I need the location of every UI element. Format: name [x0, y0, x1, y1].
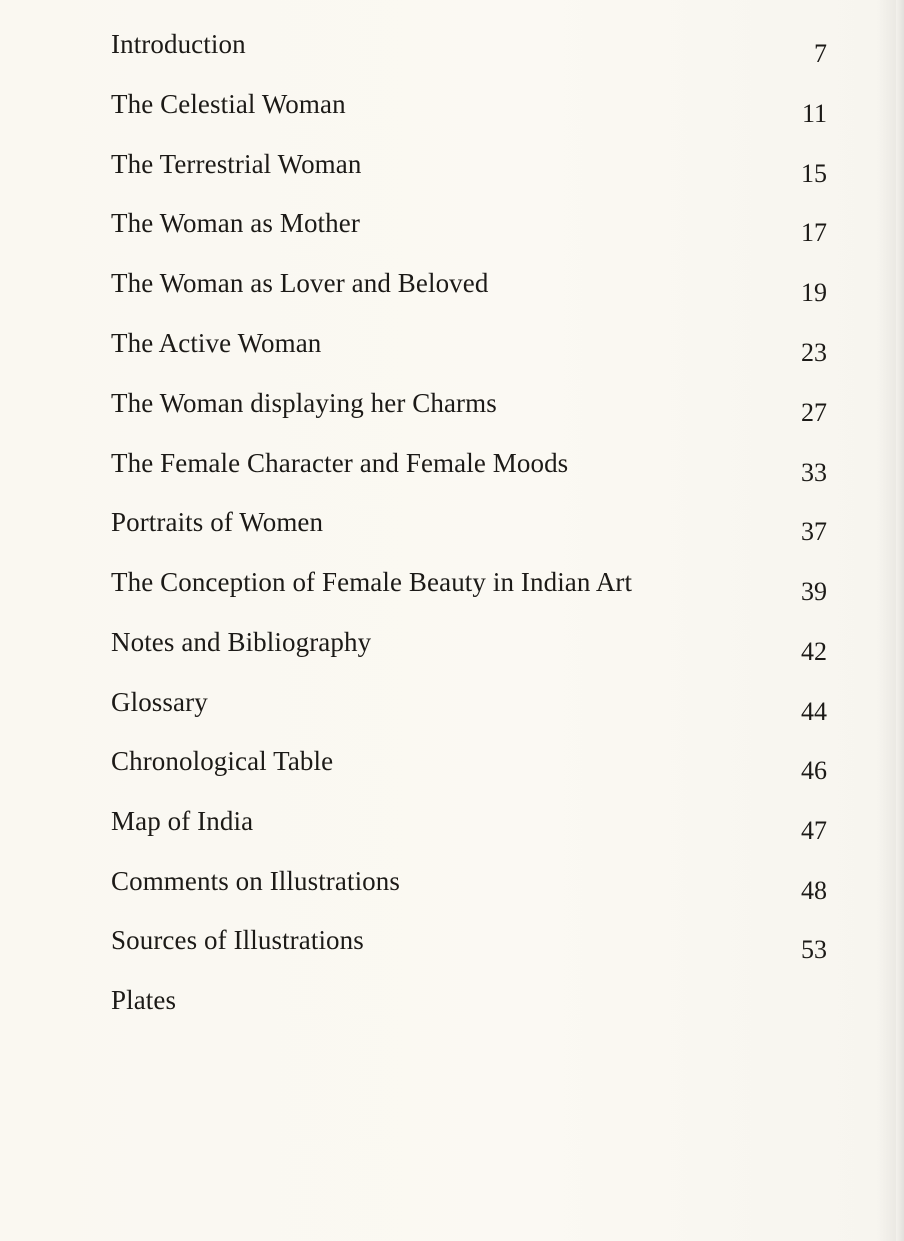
toc-entry-title: The Woman as Lover and Beloved — [111, 268, 489, 298]
toc-entry-title: The Conception of Female Beauty in Indian Art — [111, 567, 633, 597]
toc-entry-chronological-table — [111, 743, 831, 783]
toc-entry-active-woman — [111, 325, 831, 365]
page-edge — [896, 0, 904, 1241]
toc-entry-map-of-india — [111, 803, 831, 843]
toc-entry-page: 48 — [801, 876, 827, 905]
toc-entry-title: Comments on Illustrations — [111, 866, 400, 896]
toc-entry-page: 7 — [814, 39, 827, 68]
toc-entry-title: Portraits of Women — [111, 507, 324, 537]
toc-entry-title: The Active Woman — [111, 328, 322, 358]
toc-entry-notes-bibliography — [111, 624, 831, 664]
toc-entry-female-beauty — [111, 564, 831, 604]
toc-entry-title: The Terrestrial Woman — [111, 149, 362, 179]
toc-entry-woman-as-mother — [111, 205, 831, 245]
toc-entry-page: 46 — [801, 756, 827, 785]
toc-entry-title: Map of India — [111, 806, 254, 836]
toc-entry-page: 44 — [801, 697, 827, 726]
toc-entry-title: Plates — [111, 985, 177, 1015]
toc-entry-title: The Female Character and Female Moods — [111, 448, 569, 478]
toc-entry-page: 27 — [801, 398, 827, 427]
toc-entry-page: 33 — [801, 458, 827, 487]
toc-entry-page: 42 — [801, 637, 827, 666]
toc-entry-celestial-woman — [111, 86, 831, 126]
toc-entry-title: Sources of Illustrations — [111, 925, 364, 955]
toc-entry-title: The Woman as Mother — [111, 208, 360, 238]
toc-entry-title: Glossary — [111, 687, 208, 717]
toc-entry-page: 17 — [801, 218, 827, 247]
toc-entry-title: Chronological Table — [111, 746, 334, 776]
toc-entry-page: 47 — [801, 816, 827, 845]
toc-entry-page: 23 — [801, 338, 827, 367]
toc-entry-introduction — [111, 26, 831, 66]
toc-entry-displaying-charms — [111, 385, 831, 425]
toc-entry-portraits — [111, 504, 831, 544]
toc-entry-title: Notes and Bibliography — [111, 627, 372, 657]
toc-entry-page: 39 — [801, 577, 827, 606]
toc-entry-title: The Celestial Woman — [111, 89, 346, 119]
toc-entry-page: 15 — [801, 159, 827, 188]
toc-entry-sources-illustrations — [111, 922, 831, 962]
toc-entry-terrestrial-woman — [111, 146, 831, 186]
toc-entry-page: 19 — [801, 278, 827, 307]
toc-entry-page: 37 — [801, 517, 827, 546]
toc-entry-title: The Woman displaying her Charms — [111, 388, 497, 418]
toc-entry-page: 53 — [801, 935, 827, 964]
toc-entry-glossary — [111, 684, 831, 724]
toc-entry-title: Introduction — [111, 29, 246, 59]
toc-entry-plates — [111, 982, 831, 1022]
toc-entry-page: 11 — [801, 99, 827, 128]
toc-entry-comments-illustrations — [111, 863, 831, 903]
toc-entry-lover-and-beloved — [111, 265, 831, 305]
toc-entry-female-character — [111, 445, 831, 485]
